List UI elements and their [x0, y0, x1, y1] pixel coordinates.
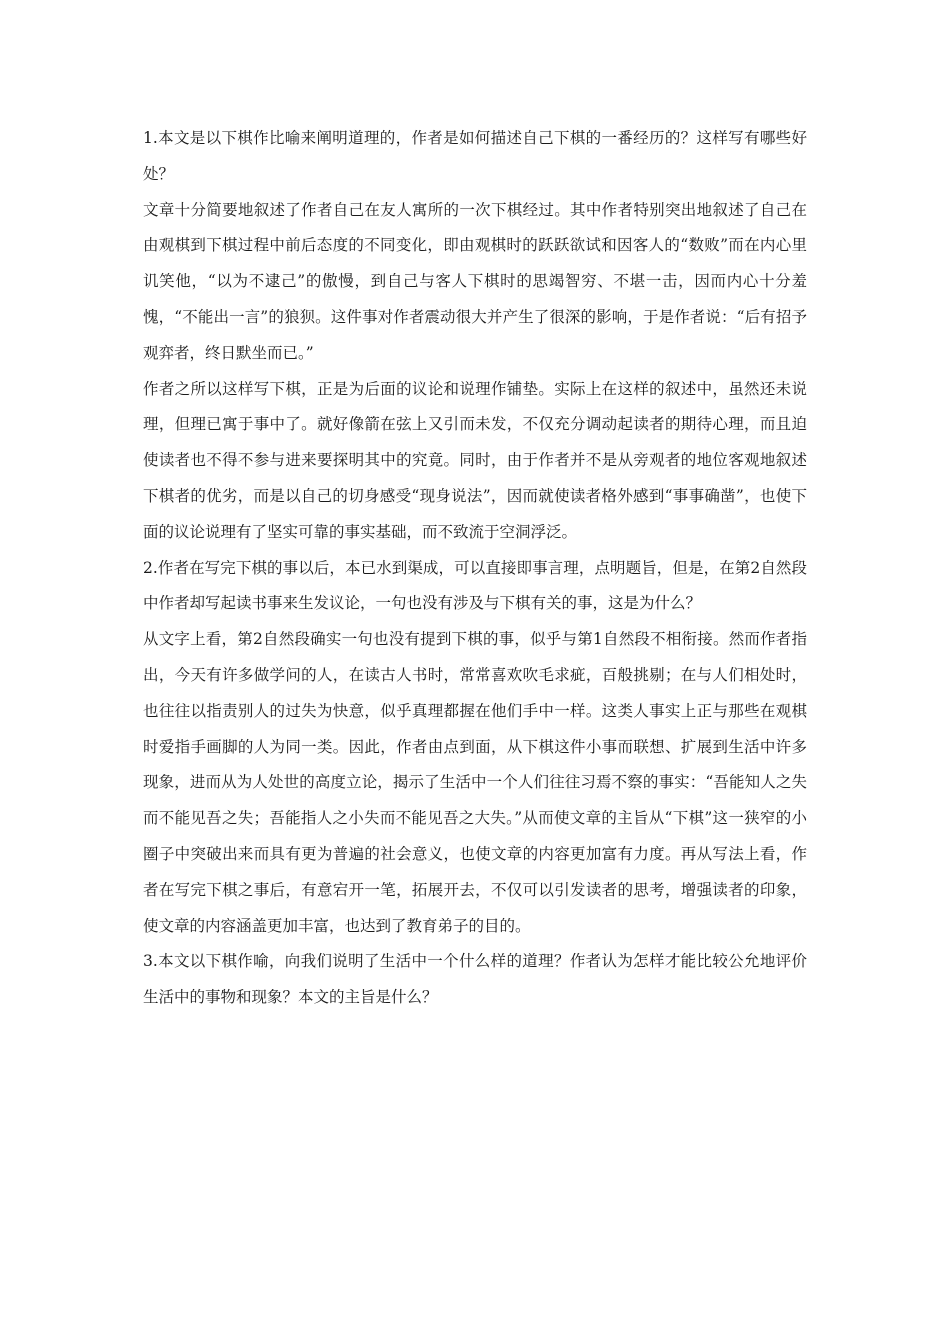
answer-1-paragraph-2: 作者之所以这样写下棋，正是为后面的议论和说理作铺垫。实际上在这样的叙述中，虽然还未说理，但理已寓于事中了。就好像箭在弦上又引而未发，不仅充分调动起读者的期待心理，而且迫使读者也不得不参与进来要探明其中的究竟。同时，由于作者并不是从旁观者的地位客观地叙述下棋者的优劣，而是以自己的切身感受“现身说法”，因而就使读者格外感到“事事确凿”，也使下面的议论说理有了坚实可靠的事实基础，而不致流于空洞浮泛。 [143, 379, 807, 541]
question-1: 1.本文是以下棋作比喻来阐明道理的，作者是如何描述自己下棋的一番经历的？这样写有哪些好处？ [143, 129, 807, 183]
answer-1-paragraph-1: 文章十分简要地叙述了作者自己在友人寓所的一次下棋经过。其中作者特别突出地叙述了自己在由观棋到下棋过程中前后态度的不同变化，即由观棋时的跃跃欲试和因客人的“数败”而在内心里讥笑他，“以为不逮己”的傲慢，到自己与客人下棋时的思竭智穷、不堪一击，因而内心十分羞愧，“不能出一言”的狼狈。这件事对作者震动很大并产生了很深的影响，于是作者说：“后有招予观弈者，终日默坐而已。” [143, 200, 807, 362]
question-2: 2.作者在写完下棋的事以后，本已水到渠成，可以直接即事言理，点明题旨，但是，在第2自然段中作者却写起读书事来生发议论，一句也没有涉及与下棋有关的事，这是为什么？ [143, 558, 807, 613]
document-body [143, 121, 807, 1016]
question-3: 3.本文以下棋作喻，向我们说明了生活中一个什么样的道理？作者认为怎样才能比较公允地评价生活中的事物和现象？本文的主旨是什么？ [143, 952, 807, 1007]
answer-2: 从文字上看，第2自然段确实一句也没有提到下棋的事，似乎与第1自然段不相衔接。然而作者指出，今天有许多做学问的人，在读古人书时，常常喜欢吹毛求疵，百般挑剔；在与人们相处时，也往往以指责别人的过失为快意，似乎真理都握在他们手中一样。这类人事实上正与那些在观棋时爱指手画脚的人为同一类。因此，作者由点到面，从下棋这件小事而联想、扩展到生活中许多现象，进而从为人处世的高度立论，揭示了生活中一个人们往往习焉不察的事实：“吾能知人之失而不能见吾之失；吾能指人之小失而不能见吾之大失。”从而使文章的主旨从“下棋”这一狭窄的小圈子中突破出来而具有更为普遍的社会意义，也使文章的内容更加富有力度。再从写法上看，作者在写完下棋之事后，有意宕开一笔，拓展开去，不仅可以引发读者的思考，增强读者的印象，使文章的内容涵盖更加丰富，也达到了教育弟子的目的。 [143, 630, 807, 935]
